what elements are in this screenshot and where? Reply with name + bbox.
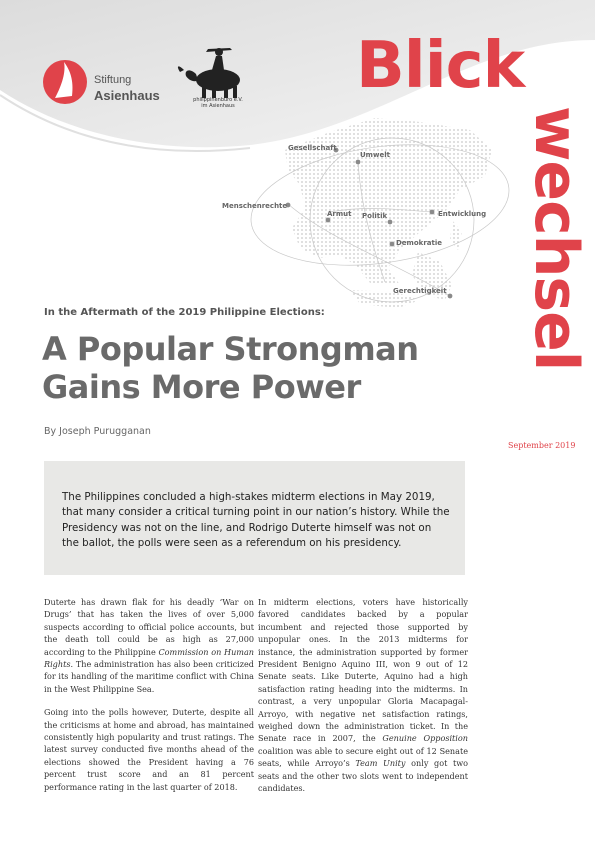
map-label-gesellschaft: Gesellschaft [288, 144, 337, 152]
org-name-line2: Asienhaus [94, 88, 160, 103]
masthead-wechsel: wechsel [521, 106, 591, 371]
partner-logo-caption: philippinenbüro e.V. im Asienhaus [193, 97, 243, 109]
paragraph: In midterm elections, voters have historically favored candidates backed by a popular incumbent and rejected those supported by unpopular ones. In the 2013 midterms for instance, the administration supported by former President Benigno Aquino III, won 9 out of 12 Senate seats. Like Duterte, Aquino had a high satisfaction rating heading into the midterms. In contrast, a very unpopular Gloria Macapagal-Arroyo, with negative net satisfaction ratings, weighed down the administration ticket. In the Senate race in 2007, the Genuine Opposition coalition was able to secure eight out of 12 Senate seats, while Arroyo’s Team Unity only got two seats and the other two slots went to independent candidates. [258, 597, 469, 794]
map-label-entwicklung: Entwicklung [438, 210, 487, 218]
issue-date: September 2019 [508, 441, 576, 450]
paragraph: Duterte has drawn flak for his deadly ‘War on Drugs’ that has taken the lives of over 5,000 suspects according to official police accounts, but the death toll could be as high as 27,000 according to the Philippine Commission on Human Rights. The administration has also been criticized for its handling of the maritime conflict with China in the West Philippine Sea. [44, 597, 254, 694]
article-byline: By Joseph Purugganan [44, 426, 151, 437]
map-label-menschenrechte: Menschenrechte [222, 202, 288, 210]
map-label-demokratie: Demokratie [396, 239, 442, 247]
org-name-line1: Stiftung [94, 74, 132, 86]
body-column-right [258, 596, 468, 806]
article-title: A Popular Strongman Gains More Power [42, 330, 419, 406]
paragraph: Going into the polls however, Duterte, despite all the criticisms at home and abroad, has maintained consistently high popularity and trust ratings. The latest survey conducted five months ahead of the elections showed the President having a 76 percent trust score and an 81 percent performance rating in the last quarter of 2018. [44, 707, 254, 792]
map-label-armut: Armut [327, 210, 352, 218]
map-label-politik: Politik [362, 212, 388, 220]
body-column-left [44, 596, 254, 804]
map-label-umwelt: Umwelt [360, 151, 390, 159]
masthead-blick: Blick [356, 29, 525, 103]
asienhaus-logo-icon [43, 60, 87, 104]
article-subtitle: In the Aftermath of the 2019 Philippine Elections: [44, 307, 325, 318]
map-label-gerechtigkeit: Gerechtigkeit [393, 287, 447, 295]
abstract-text: The Philippines concluded a high-stakes midterm elections in May 2019, that many consider a critical turning point in our nation’s history. While the Presidency was not on the line, and Rodrigo Duterte himself was not on the ballot, the polls were seen as a referendum on his presidency. [62, 491, 450, 550]
